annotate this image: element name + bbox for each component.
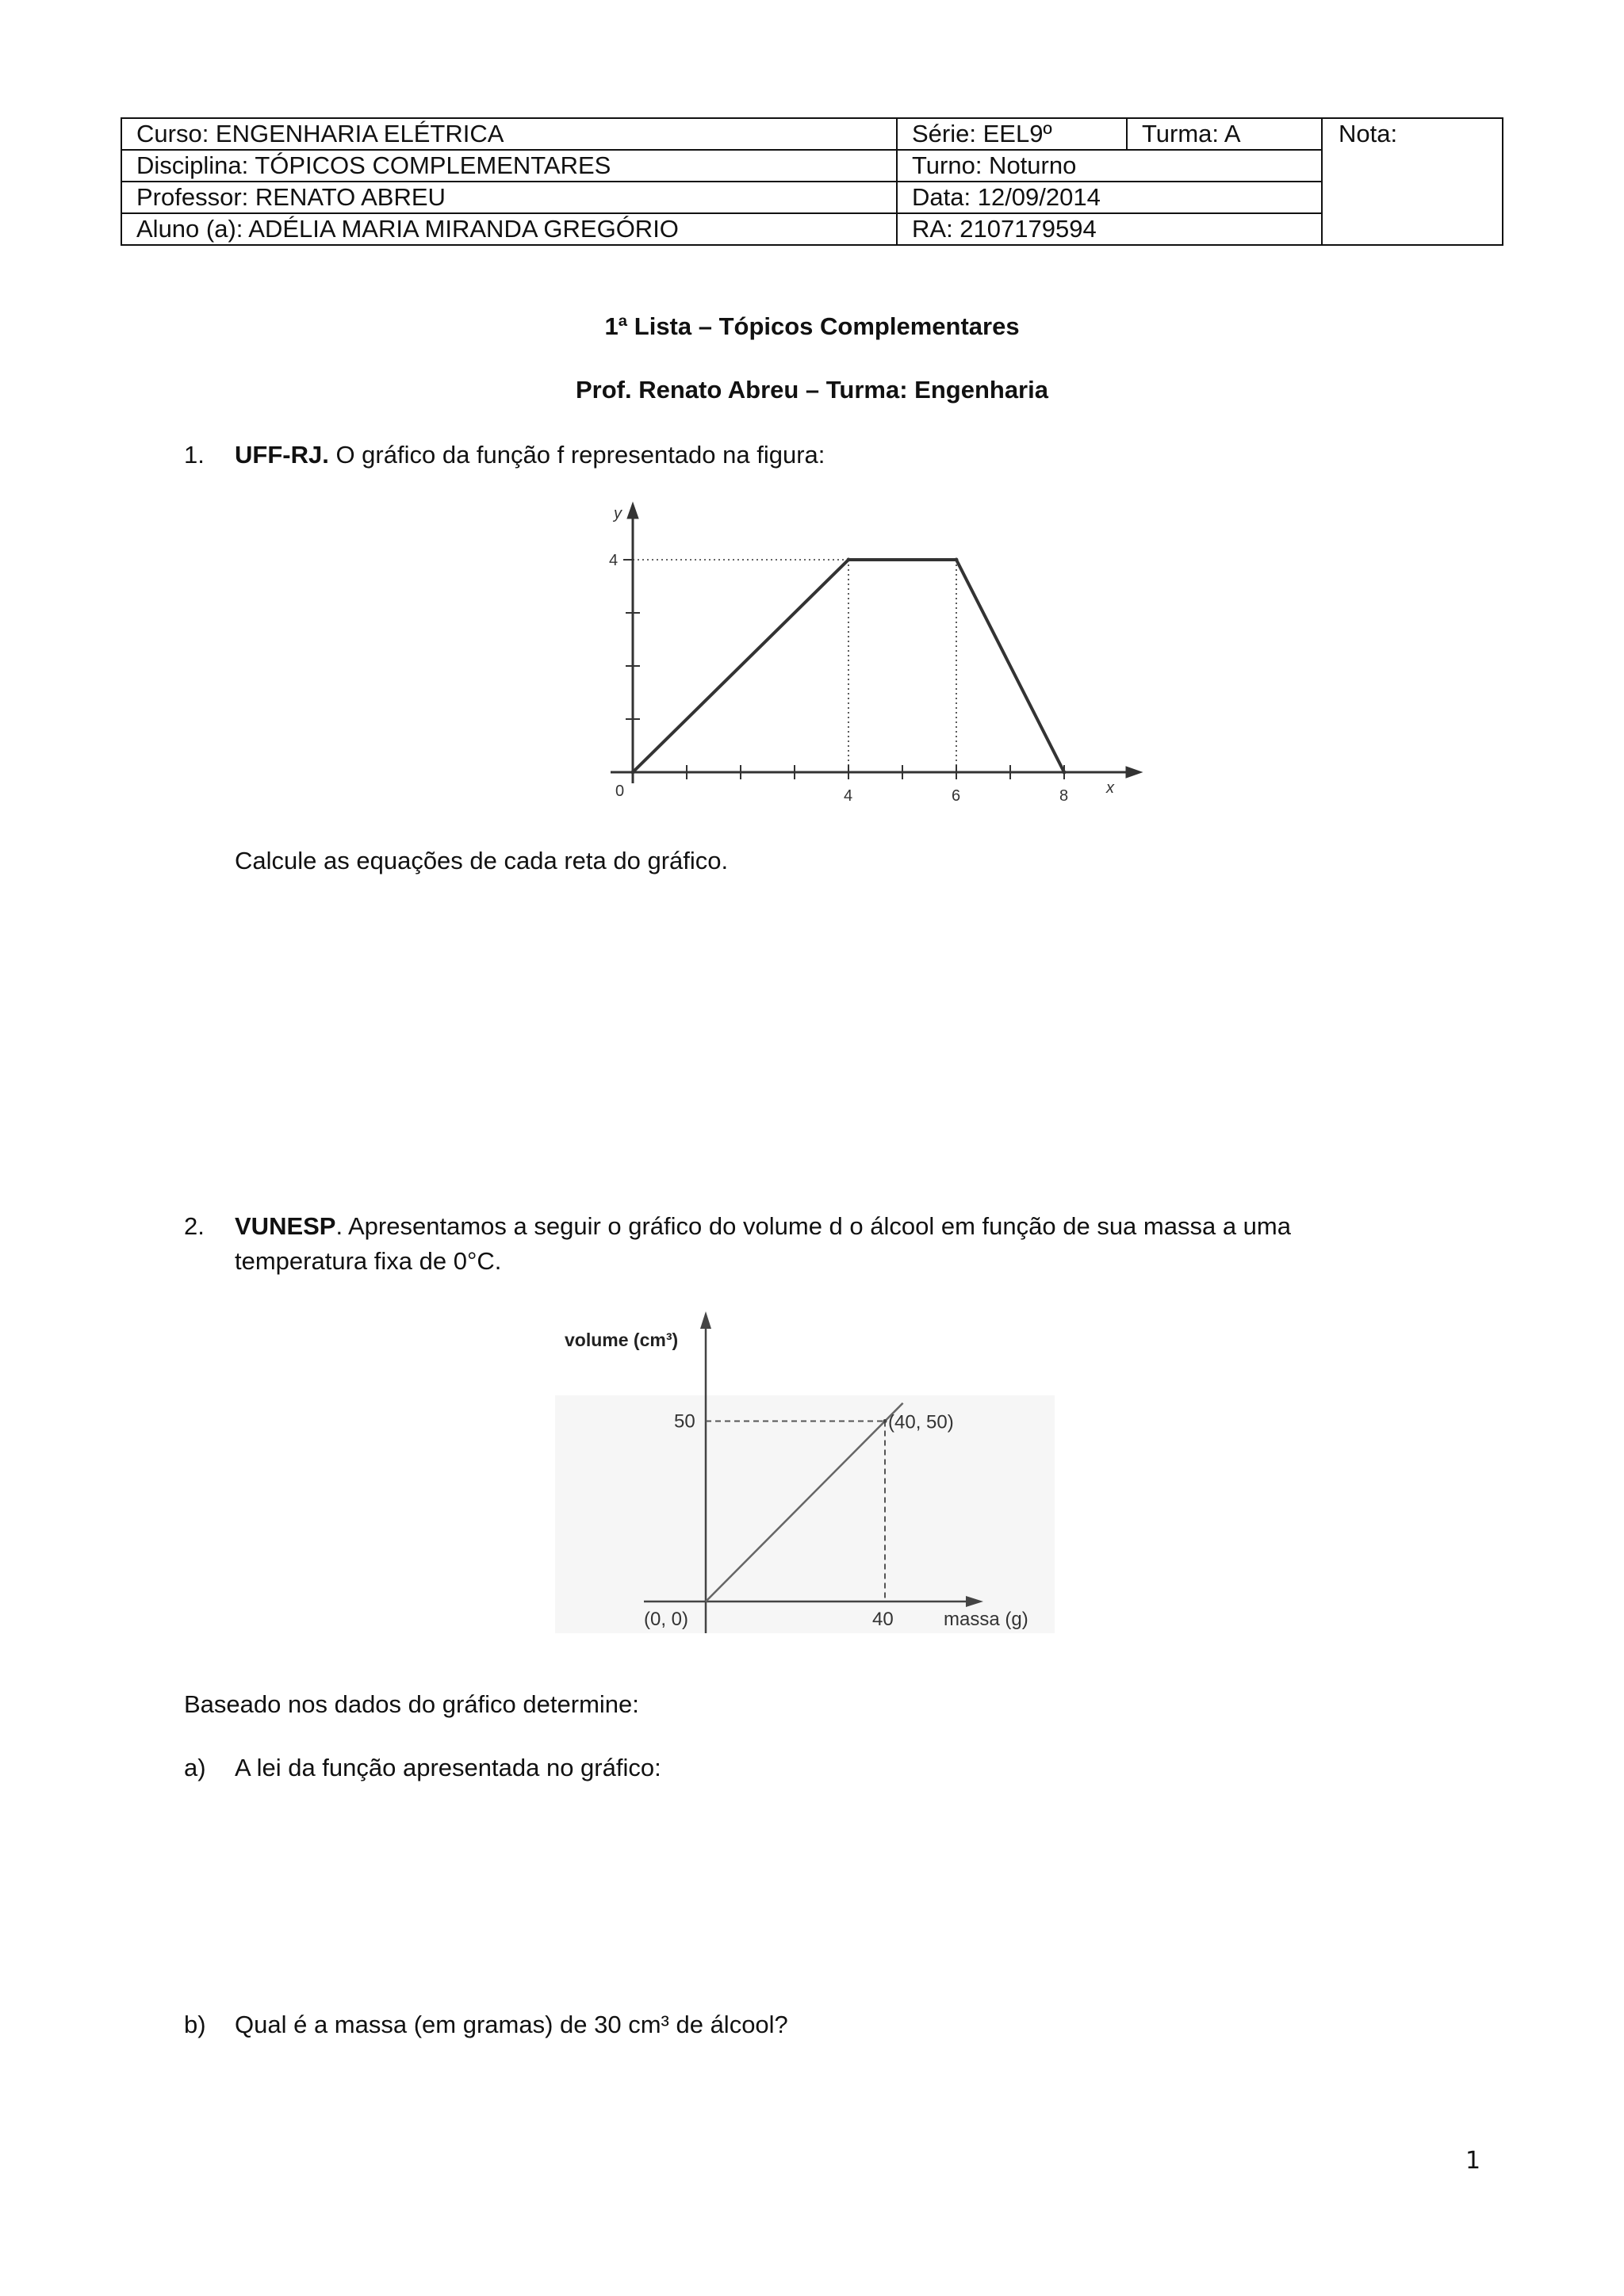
q1-source: UFF-RJ.: [235, 441, 329, 469]
aluno-cell: Aluno (a): ADÉLIA MARIA MIRANDA GREGÓRIO: [121, 213, 897, 245]
data-point: [955, 558, 958, 561]
y-tick-label: 50: [674, 1410, 695, 1433]
data-cell: Data: 12/09/2014: [897, 182, 1322, 213]
origin-label: (0, 0): [644, 1609, 689, 1630]
x-tick-label: 6: [952, 787, 961, 805]
x-tick-label: 8: [1059, 787, 1069, 805]
curso-cell: Curso: ENGENHARIA ELÉTRICA: [121, 118, 897, 150]
q2-statement: [235, 1209, 1480, 1244]
x-tick-label: 0: [615, 783, 625, 800]
chart-background: [555, 1395, 1055, 1633]
q1-number: 1.: [184, 441, 205, 469]
data-point: [847, 558, 850, 561]
disciplina-cell: Disciplina: TÓPICOS COMPLEMENTARES: [121, 150, 897, 182]
q1-text: O gráfico da função f representado na figura:: [335, 441, 825, 469]
q2a-label: a): [184, 1754, 206, 1781]
serie-cell: Série: EEL9º: [897, 118, 1127, 150]
header-table: [121, 117, 1503, 246]
function-graph-chart: [587, 496, 1158, 813]
y-axis-arrow: [627, 503, 638, 519]
data-point: [1063, 771, 1066, 774]
q2-source: VUNESP: [235, 1212, 336, 1240]
volume-mass-chart: [555, 1300, 1063, 1657]
turma-cell: Turma: A: [1127, 118, 1322, 150]
q2-number: 2.: [184, 1212, 205, 1240]
x-tick-label: 4: [844, 787, 853, 805]
q1-instruction: Calcule as equações de cada reta do gráfico.: [235, 847, 729, 874]
turno-cell: Turno: Noturno: [897, 150, 1322, 182]
nota-cell: Nota:: [1322, 118, 1503, 245]
x-axis-label: massa (g): [944, 1609, 1028, 1630]
y-axis-arrow: [700, 1311, 711, 1329]
y-tick-label: 4: [609, 552, 619, 569]
data-point: [631, 771, 634, 774]
y-axis-label: y: [614, 505, 622, 522]
q1-statement: [235, 438, 825, 473]
x-axis-arrow: [1126, 767, 1142, 778]
q2b-text: Qual é a massa (em gramas) de 30 cm³ de álcool?: [235, 2011, 788, 2038]
page-number: 1: [1465, 2147, 1481, 2175]
q2-text: . Apresentamos a seguir o gráfico do volume d o álcool em função de sua massa a uma: [335, 1212, 1291, 1240]
professor-cell: Professor: RENATO ABREU: [121, 182, 897, 213]
q2b-label: b): [184, 2011, 206, 2038]
x-tick-label: 40: [872, 1609, 894, 1630]
q2-text-line2: temperatura fixa de 0°C.: [235, 1247, 502, 1275]
list-subtitle: Prof. Renato Abreu – Turma: Engenharia: [576, 376, 1048, 404]
list-title: 1ª Lista – Tópicos Complementares: [604, 312, 1020, 340]
ra-cell: RA: 2107179594: [897, 213, 1322, 245]
x-axis-label: x: [1106, 779, 1114, 797]
data-point: [883, 1419, 887, 1423]
point-label: (40, 50): [888, 1411, 954, 1433]
q2a-text: A lei da função apresentada no gráfico:: [235, 1754, 661, 1781]
y-axis-label: volume (cm³): [565, 1330, 679, 1350]
q2-based-text: Baseado nos dados do gráfico determine:: [184, 1690, 639, 1718]
